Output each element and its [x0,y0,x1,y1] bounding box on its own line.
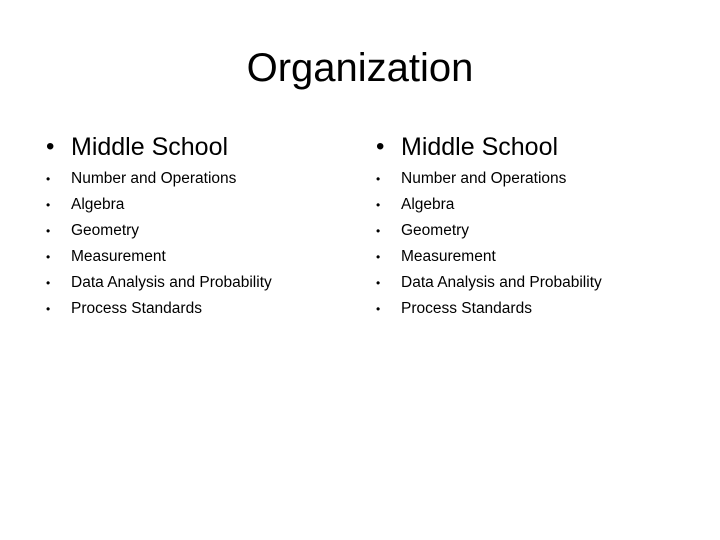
bullet-icon: • [46,224,51,238]
bullet-list [46,166,356,322]
bullet-icon: • [46,276,51,290]
bullet-icon: • [46,198,51,212]
bullet-icon: • [376,133,385,160]
slide-title: Organization [246,46,474,90]
bullet-icon: • [376,302,381,316]
list-item [376,244,686,270]
column-heading [376,128,686,166]
bullet-icon: • [376,198,381,212]
list-item [376,166,686,192]
list-item [46,296,356,322]
list-item [46,166,356,192]
list-item [376,218,686,244]
column-heading [46,128,356,166]
list-item [376,296,686,322]
bullet-icon: • [46,172,51,186]
bullet-icon: • [46,133,55,160]
list-item-text: Algebra [71,196,125,213]
list-item-text: Algebra [401,196,455,213]
column-heading-text: Middle School [401,133,559,161]
list-item-text: Measurement [71,248,166,265]
list-item [46,270,356,296]
list-item-text: Process Standards [401,300,532,317]
list-item [46,218,356,244]
bullet-icon: • [46,302,51,316]
list-item-text: Geometry [71,222,140,239]
bullet-icon: • [376,172,381,186]
list-item [46,192,356,218]
list-item-text: Number and Operations [401,170,567,187]
list-item [46,244,356,270]
list-item-text: Process Standards [71,300,202,317]
right-column [376,128,686,322]
list-item-text: Number and Operations [71,170,237,187]
list-item [376,270,686,296]
list-item-text: Geometry [401,222,470,239]
list-item-text: Data Analysis and Probability [401,274,602,291]
column-heading-text: Middle School [71,133,229,161]
bullet-icon: • [376,250,381,264]
bullet-icon: • [376,224,381,238]
bullet-list [376,166,686,322]
list-item-text: Measurement [401,248,496,265]
left-column [46,128,356,322]
bullet-icon: • [46,250,51,264]
list-item [376,192,686,218]
bullet-icon: • [376,276,381,290]
list-item-text: Data Analysis and Probability [71,274,272,291]
